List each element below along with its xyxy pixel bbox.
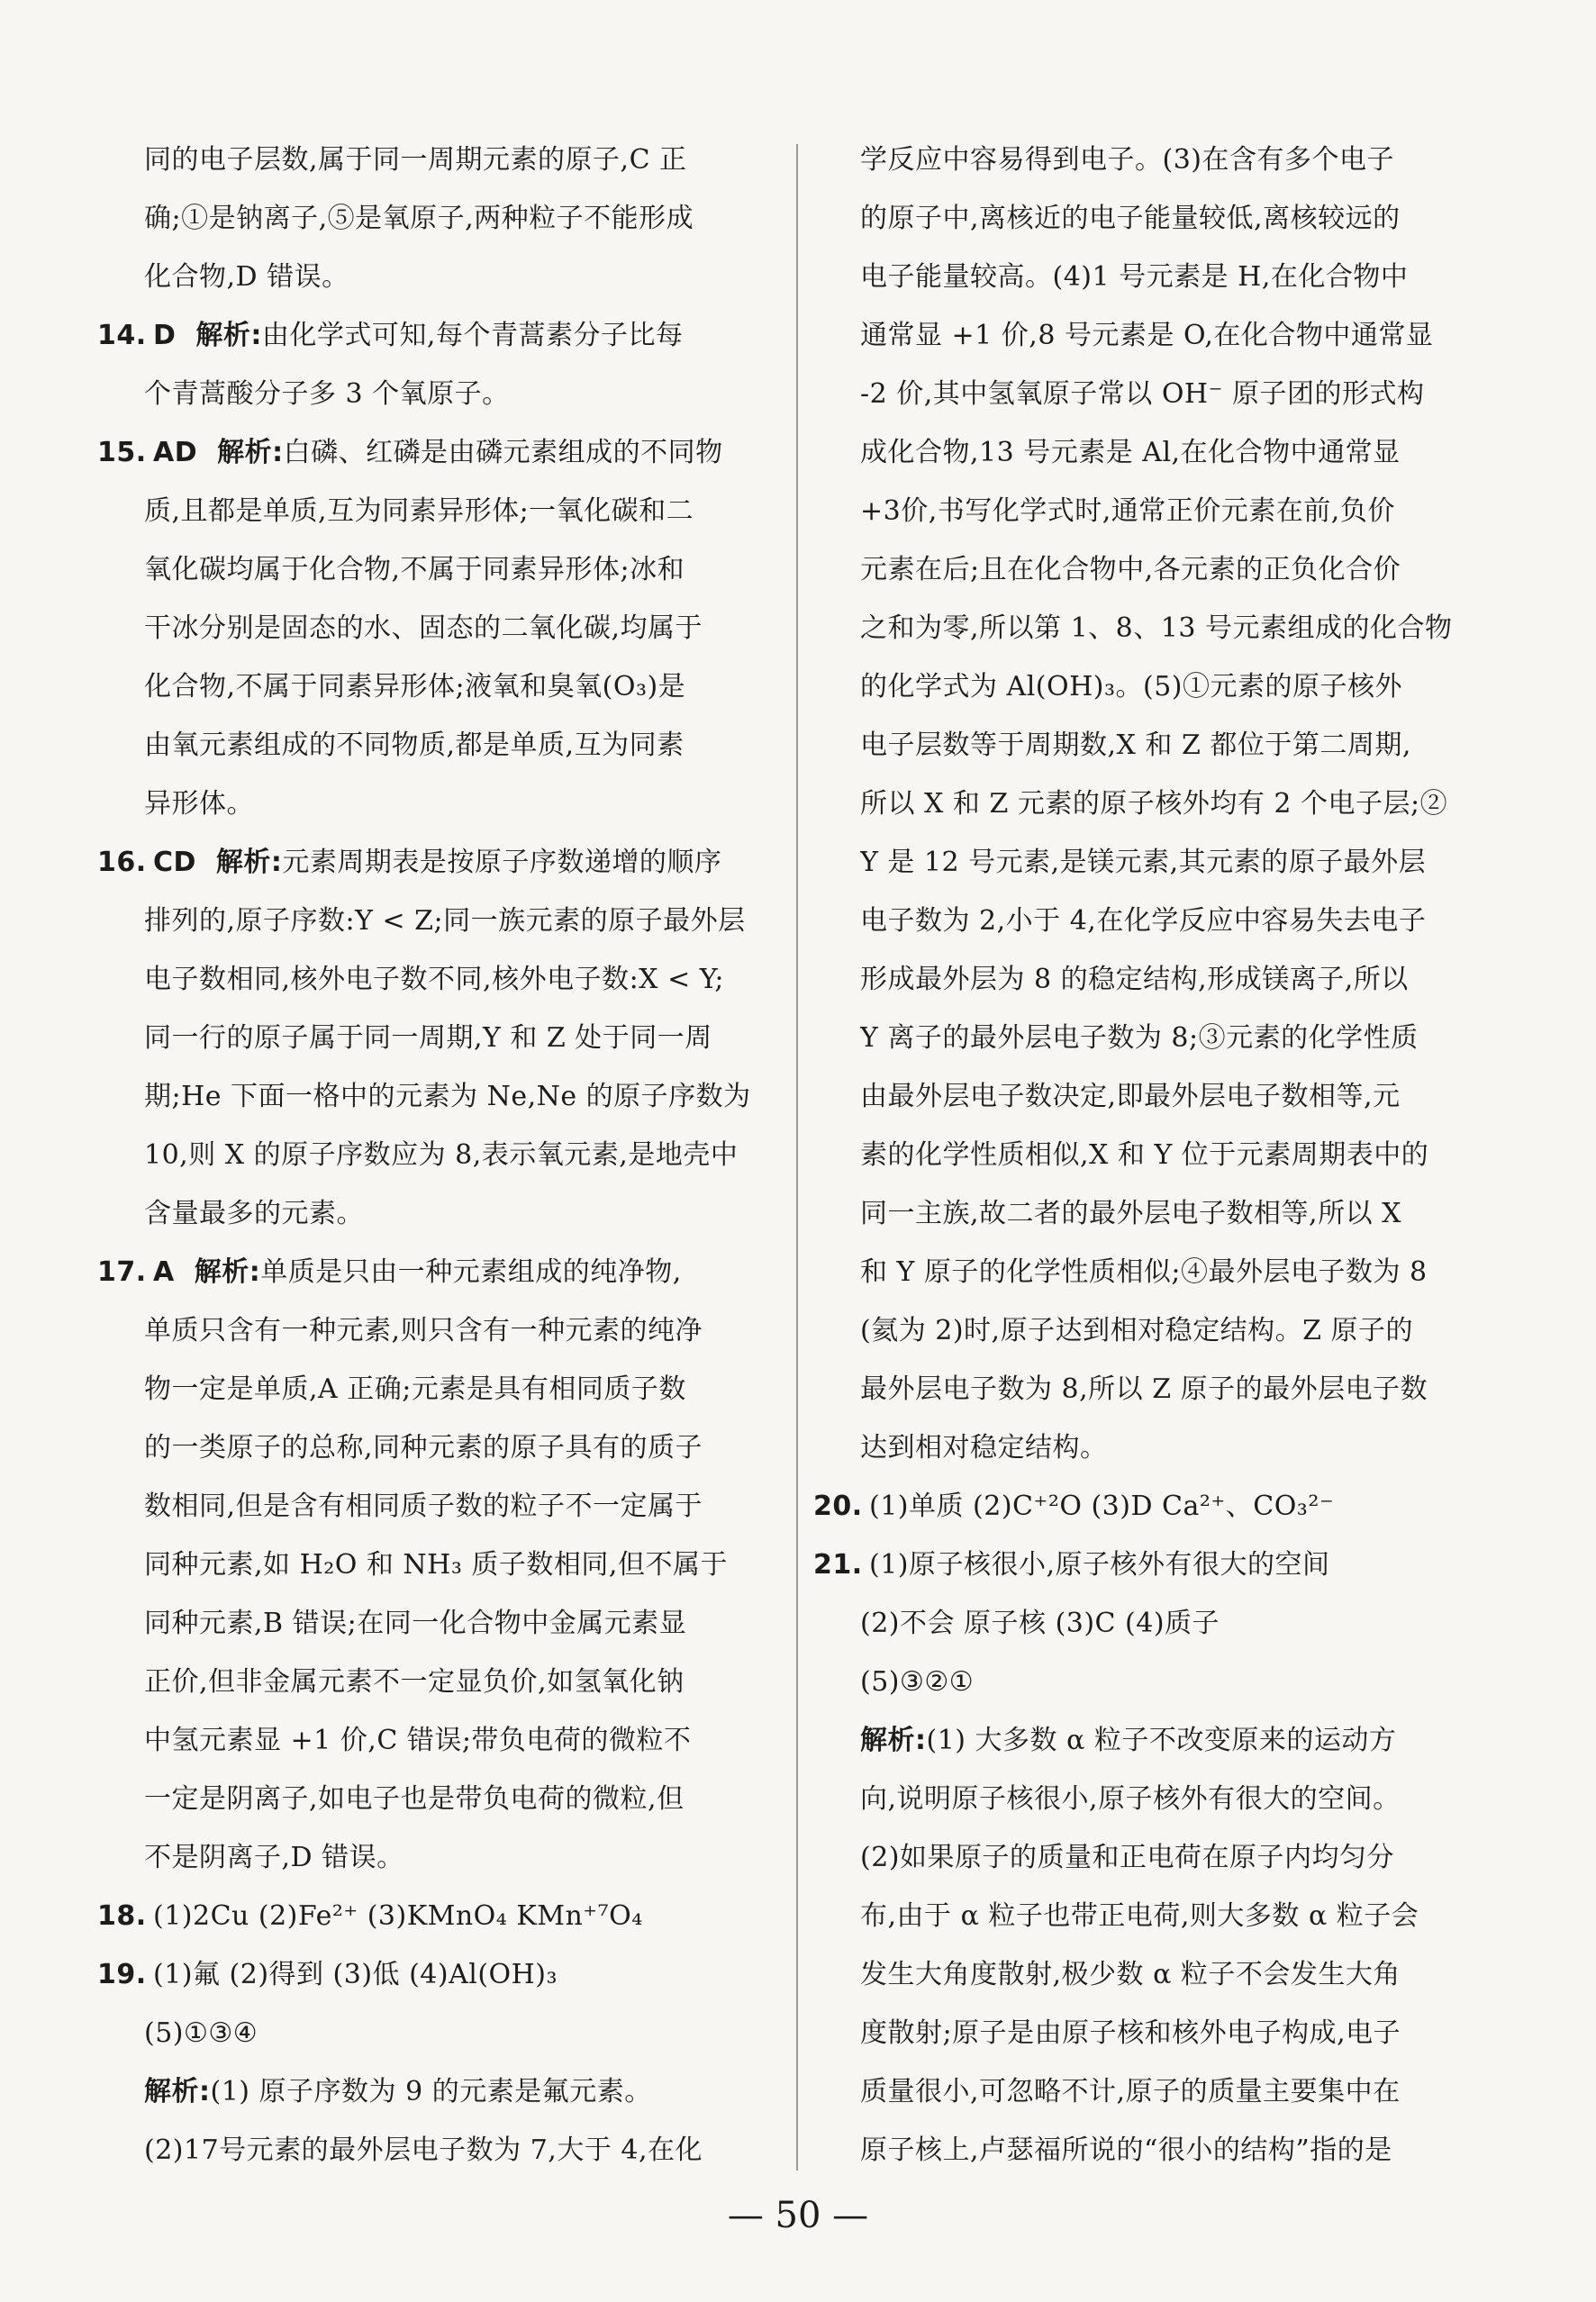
text-line: 质量很小,可忽略不计,原子的质量主要集中在 — [860, 2076, 1401, 2107]
text-line: 中氢元素显 +1 价,C 错误;带负电荷的微粒不 — [144, 1725, 692, 1756]
text-line: +3价,书写化学式时,通常正价元素在前,负价 — [860, 495, 1395, 527]
question-line — [813, 1477, 1491, 1536]
analysis-label: 解析: — [195, 320, 262, 351]
question-line — [97, 1945, 775, 2004]
text-line: 形成最外层为 8 的稳定结构,形成镁离子,所以 — [860, 964, 1409, 995]
analysis-label: 解析: — [215, 847, 283, 878]
text-line: 物一定是单质,A 正确;元素是具有相同质子数 — [144, 1373, 686, 1405]
text-line: 和 Y 原子的化学性质相似;④最外层电子数为 8 — [860, 1256, 1428, 1288]
text-line: 学反应中容易得到电子。(3)在含有多个电子 — [860, 144, 1394, 176]
analysis-line — [860, 1711, 1491, 1770]
text-line: 单质只含有一种元素,则只含有一种元素的纯净 — [144, 1315, 703, 1346]
text-line: 质,且都是单质,互为同素异形体;一氧化碳和二 — [144, 495, 694, 527]
answer-choice: CD — [153, 847, 196, 878]
text-line: 的化学式为 Al(OH)₃。(5)①元素的原子核外 — [860, 671, 1402, 702]
question-number: 15. — [97, 437, 147, 468]
text-line: 的原子中,离核近的电子能量较低,离核较远的 — [860, 203, 1401, 234]
text-line: 的一类原子的总称,同种元素的原子具有的质子 — [144, 1432, 703, 1464]
question-number: 19. — [97, 1959, 147, 1990]
answer-choice: A — [153, 1256, 175, 1288]
text-line: 电子能量较高。(4)1 号元素是 H,在化合物中 — [860, 261, 1409, 293]
analysis-text: (1) 原子序数为 9 的元素是氟元素。 — [210, 2076, 652, 2107]
text-line: 布,由于 α 粒子也带正电荷,则大多数 α 粒子会 — [860, 1900, 1419, 1932]
question-line — [97, 1887, 775, 1945]
text-line: 发生大角度散射,极少数 α 粒子不会发生大角 — [860, 1959, 1401, 1990]
question-text: (1)单质 (2)C⁺²O (3)D Ca²⁺、CO₃²⁻ — [869, 1491, 1335, 1522]
text-line: 个青蒿酸分子多 3 个氧原子。 — [144, 378, 510, 410]
question-text: 元素周期表是按原子序数递增的顺序 — [282, 847, 722, 878]
text-line: 化合物,D 错误。 — [144, 261, 349, 293]
text-line: 向,说明原子核很小,原子核外有很大的空间。 — [860, 1783, 1401, 1815]
question-line — [97, 833, 775, 892]
analysis-label: 解析: — [144, 2076, 211, 2107]
question-text: 白磷、红磷是由磷元素组成的不同物 — [283, 437, 723, 468]
text-line: 一定是阴离子,如电子也是带负电荷的微粒,但 — [144, 1783, 685, 1815]
text-line: 由氧元素组成的不同物质,都是单质,互为同素 — [144, 730, 685, 761]
text-line: (氦为 2)时,原子达到相对稳定结构。Z 原子的 — [860, 1315, 1413, 1346]
text-line: 所以 X 和 Z 元素的原子核外均有 2 个电子层;② — [860, 788, 1448, 820]
text-line: Y 是 12 号元素,是镁元素,其元素的原子最外层 — [860, 847, 1427, 878]
text-line: 10,则 X 的原子序数应为 8,表示氧元素,是地壳中 — [144, 1139, 739, 1171]
question-number: 14. — [97, 320, 147, 351]
answer-choice: AD — [153, 437, 198, 468]
question-text: (1)原子核很小,原子核外有很大的空间 — [869, 1549, 1330, 1581]
text-line: Y 离子的最外层电子数为 8;③元素的化学性质 — [860, 1022, 1419, 1054]
question-number: 18. — [97, 1900, 147, 1932]
text-line: (5)③②① — [860, 1666, 975, 1698]
text-line: 由最外层电子数决定,即最外层电子数相等,元 — [860, 1081, 1401, 1112]
question-text: (1)氟 (2)得到 (3)低 (4)Al(OH)₃ — [153, 1959, 558, 1990]
question-text: (1)2Cu (2)Fe²⁺ (3)KMnO₄ KMn⁺⁷O₄ — [153, 1900, 643, 1932]
analysis-label: 解析: — [194, 1256, 261, 1288]
text-line: 数相同,但是含有相同质子数的粒子不一定属于 — [144, 1491, 703, 1522]
text-line: 同一主族,故二者的最外层电子数相等,所以 X — [860, 1198, 1401, 1229]
analysis-line — [144, 2062, 775, 2121]
text-line: 含量最多的元素。 — [144, 1198, 364, 1229]
analysis-label: 解析: — [217, 437, 284, 468]
left-column — [97, 131, 775, 2180]
column-divider — [796, 144, 798, 2171]
question-text: 由化学式可知,每个青蒿素分子比每 — [261, 320, 684, 351]
text-line: 同种元素,B 错误;在同一化合物中金属元素显 — [144, 1608, 687, 1639]
text-line: 最外层电子数为 8,所以 Z 原子的最外层电子数 — [860, 1373, 1428, 1405]
page-number: — 50 — — [727, 2195, 869, 2236]
text-line: 化合物,不属于同素异形体;液氧和臭氧(O₃)是 — [144, 671, 686, 702]
text-line: (2)如果原子的质量和正电荷在原子内均匀分 — [860, 1842, 1394, 1873]
text-line: 电子数为 2,小于 4,在化学反应中容易失去电子 — [860, 905, 1427, 937]
answer-choice: D — [153, 320, 177, 351]
text-line: -2 价,其中氢氧原子常以 OH⁻ 原子团的形式构 — [860, 378, 1425, 410]
text-line: 原子核上,卢瑟福所说的“很小的结构”指的是 — [860, 2134, 1392, 2166]
question-line — [97, 423, 775, 482]
text-line: 通常显 +1 价,8 号元素是 O,在化合物中通常显 — [860, 320, 1434, 351]
text-line: 素的化学性质相似,X 和 Y 位于元素周期表中的 — [860, 1139, 1429, 1171]
text-line: 度散射;原子是由原子核和核外电子构成,电子 — [860, 2017, 1401, 2049]
text-line: 干冰分别是固态的水、固态的二氧化碳,均属于 — [144, 612, 703, 644]
text-line: 正价,但非金属元素不一定显负价,如氢氧化钠 — [144, 1666, 685, 1698]
text-line: (2)17号元素的最外层电子数为 7,大于 4,在化 — [144, 2134, 703, 2166]
text-line: 期;He 下面一格中的元素为 Ne,Ne 的原子序数为 — [144, 1081, 751, 1112]
text-line: 之和为零,所以第 1、8、13 号元素组成的化合物 — [860, 612, 1453, 644]
right-column — [813, 131, 1491, 2180]
text-line: 异形体。 — [144, 788, 254, 820]
text-line: 不是阴离子,D 错误。 — [144, 1842, 404, 1873]
analysis-text: (1) 大多数 α 粒子不改变原来的运动方 — [926, 1725, 1397, 1756]
analysis-label: 解析: — [860, 1725, 927, 1756]
text-line: 氧化碳均属于化合物,不属于同素异形体;冰和 — [144, 554, 685, 585]
text-line: (2)不会 原子核 (3)C (4)质子 — [860, 1608, 1220, 1639]
text-line: 排列的,原子序数:Y < Z;同一族元素的原子最外层 — [144, 905, 746, 937]
text-line: 元素在后;且在化合物中,各元素的正负化合价 — [860, 554, 1401, 585]
text-line: 电子数相同,核外电子数不同,核外电子数:X < Y; — [144, 964, 724, 995]
text-line: 电子层数等于周期数,X 和 Z 都位于第二周期, — [860, 730, 1411, 761]
text-line: (5)①③④ — [144, 2017, 258, 2049]
text-line: 同种元素,如 H₂O 和 NH₃ 质子数相同,但不属于 — [144, 1549, 728, 1581]
question-number: 16. — [97, 847, 147, 878]
question-number: 21. — [813, 1549, 863, 1581]
question-line — [813, 1536, 1491, 1594]
text-line: 达到相对稳定结构。 — [860, 1432, 1108, 1464]
question-line — [97, 306, 775, 365]
text-line: 成化合物,13 号元素是 Al,在化合物中通常显 — [860, 437, 1401, 468]
question-text: 单质是只由一种元素组成的纯净物, — [260, 1256, 682, 1288]
text-line: 同一行的原子属于同一周期,Y 和 Z 处于同一周 — [144, 1022, 712, 1054]
question-line — [97, 1243, 775, 1301]
text-line: 同的电子层数,属于同一周期元素的原子,C 正 — [144, 144, 687, 176]
question-number: 20. — [813, 1491, 863, 1522]
question-number: 17. — [97, 1256, 147, 1288]
text-line: 确;①是钠离子,⑤是氧原子,两种粒子不能形成 — [144, 203, 694, 234]
